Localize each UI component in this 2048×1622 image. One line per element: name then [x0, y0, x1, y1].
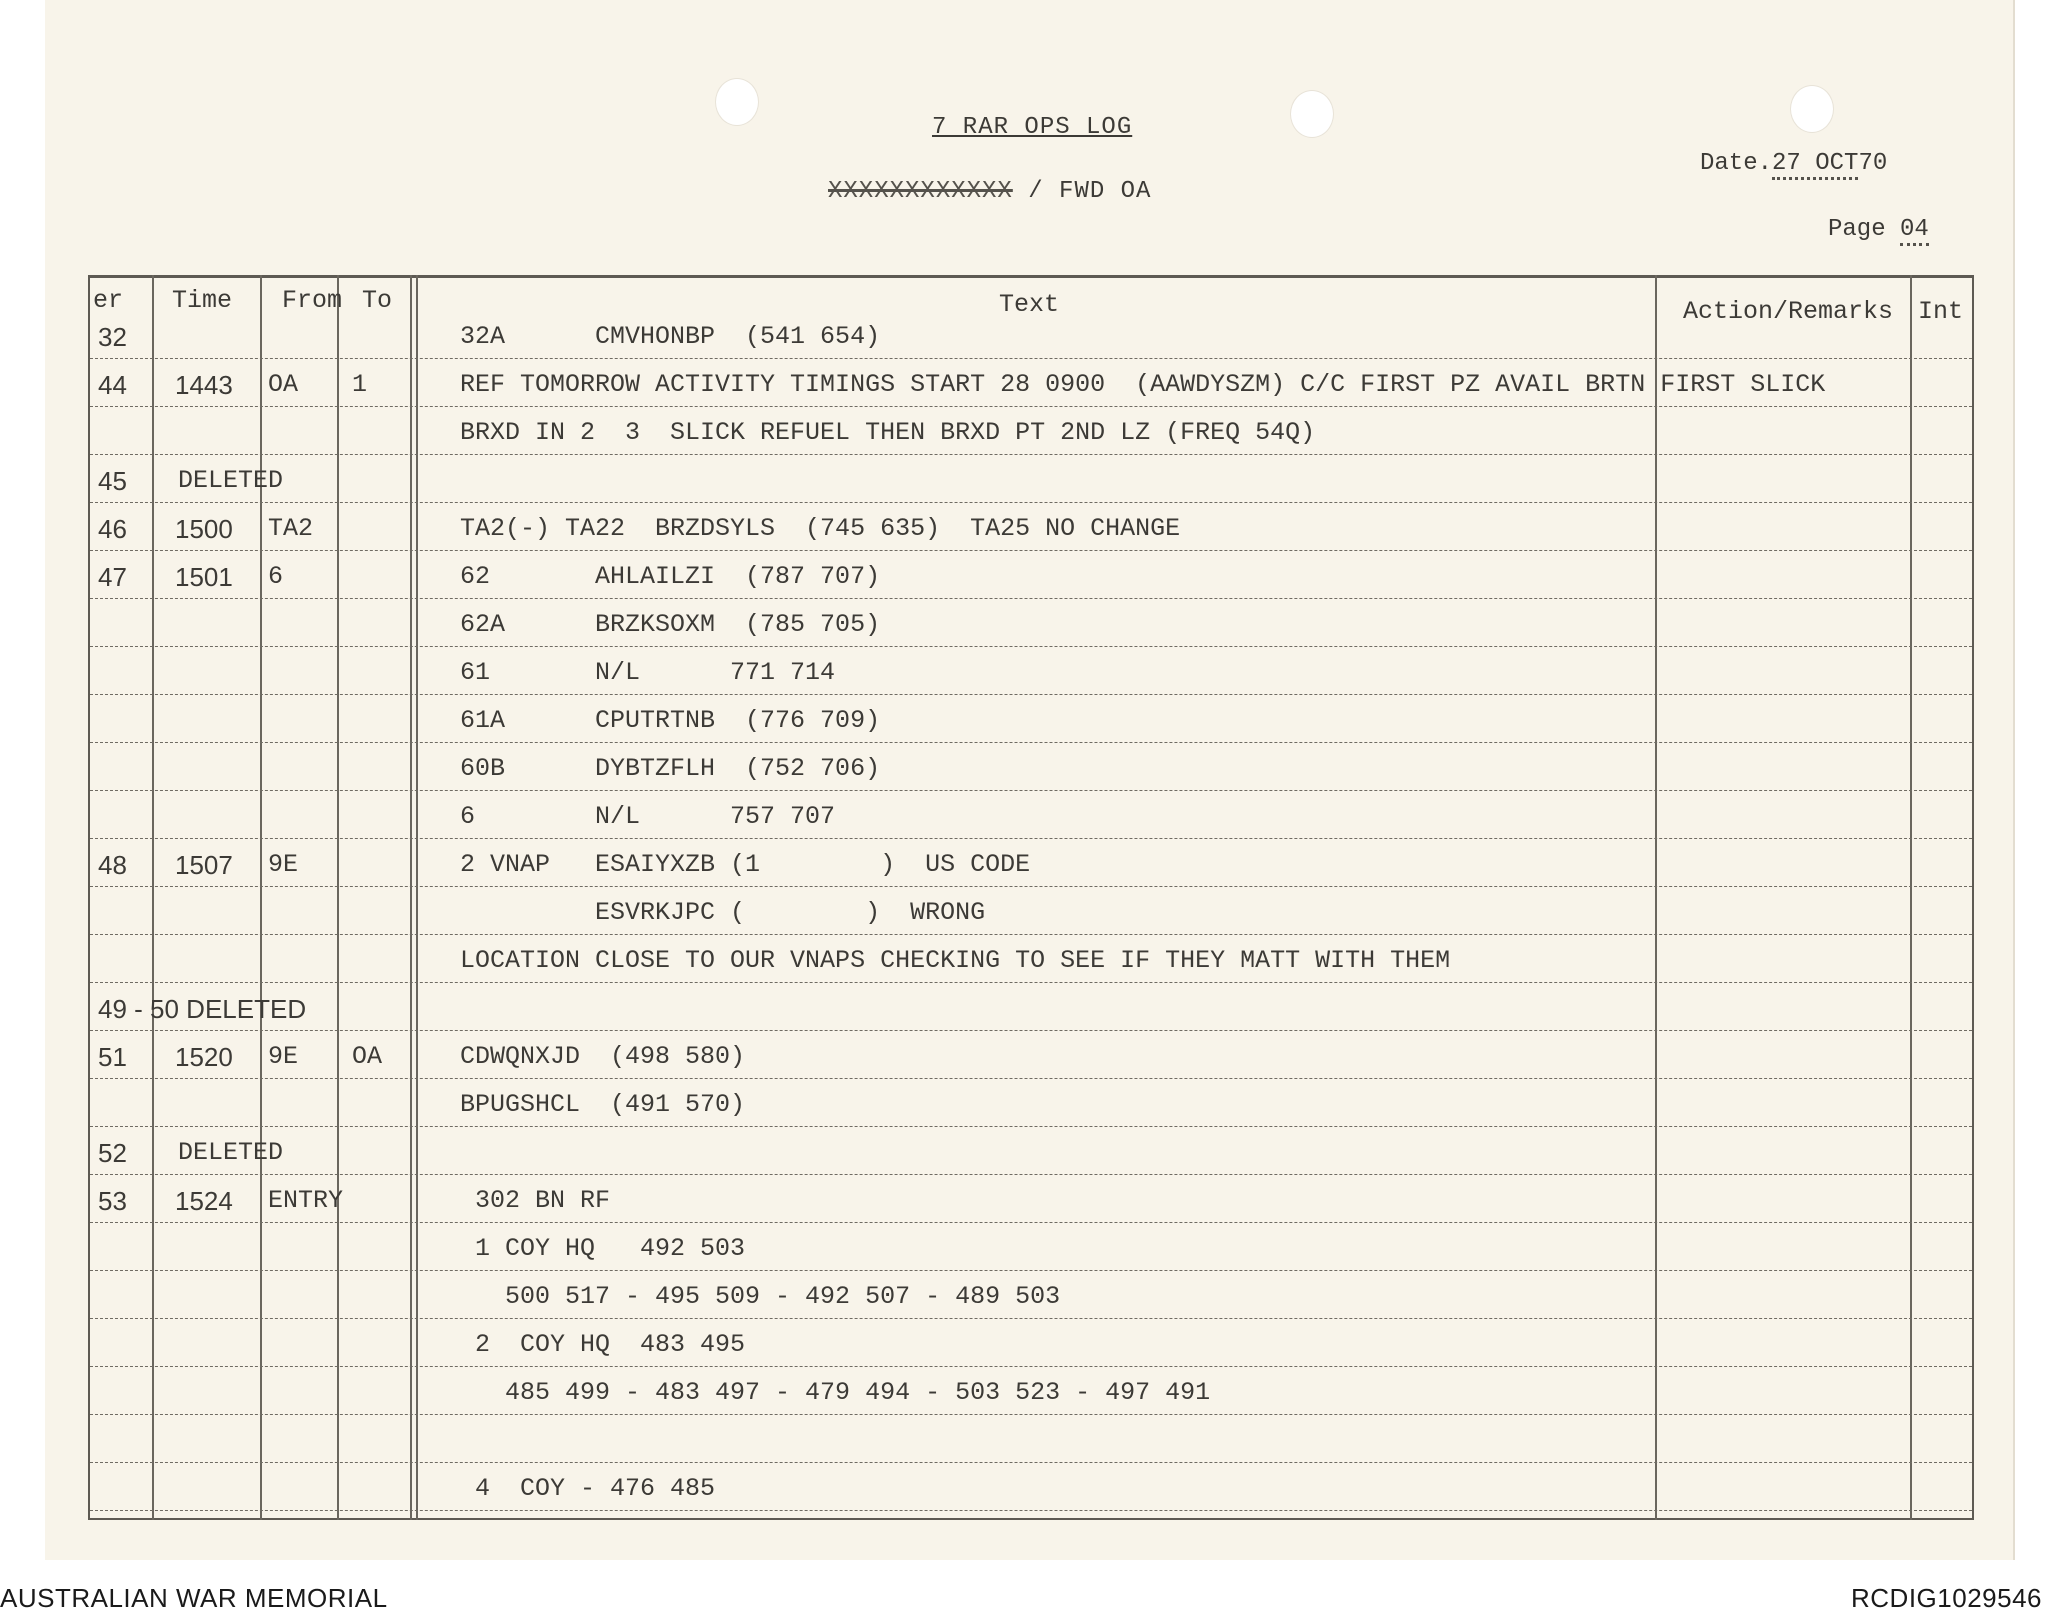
cell-text: CDWQNXJD (498 580)	[460, 1042, 746, 1071]
row-rule	[90, 934, 1972, 935]
cell-time: 1524	[175, 1186, 233, 1216]
header-int: Int	[1918, 297, 1964, 326]
cell-from: 6	[268, 562, 284, 591]
cell-time: 1520	[175, 1042, 233, 1072]
date-value: 27 OCT	[1772, 150, 1858, 180]
column-divider	[416, 275, 418, 1520]
column-divider	[152, 275, 154, 1520]
cell-text: ESVRKJPC ( ) WRONG	[460, 898, 986, 927]
header-action-remarks: Action/Remarks	[1683, 297, 1894, 326]
row-rule	[90, 1414, 1972, 1415]
header-from: From	[282, 286, 343, 315]
row-rule	[90, 598, 1972, 599]
cell-serial: 45	[98, 466, 127, 496]
cell-text: 4 COY - 476 485	[460, 1474, 716, 1503]
row-rule	[90, 550, 1972, 551]
footer-institution: AUSTRALIAN WAR MEMORIAL	[0, 1583, 388, 1613]
row-rule	[90, 1174, 1972, 1175]
cell-from: TA2	[268, 514, 314, 543]
cell-time: DELETED	[178, 1138, 284, 1167]
document-title: 7 RAR OPS LOG	[932, 114, 1133, 141]
row-rule	[90, 1462, 1972, 1463]
date-field	[1700, 150, 1887, 180]
cell-text: LOCATION CLOSE TO OUR VNAPS CHECKING TO SEE IF THEY MATT WITH THEM	[460, 946, 1451, 975]
cell-to: 1	[352, 370, 368, 399]
cell-time: 1500	[175, 514, 233, 544]
cell-text: 61 N/L 771 714	[460, 658, 836, 687]
cell-from: 9E	[268, 850, 299, 879]
cell-text: 2 VNAP ESAIYXZB (1 ) US CODE	[460, 850, 1031, 879]
page-field	[1828, 216, 1929, 246]
cell-text: BRXD IN 2 3 SLICK REFUEL THEN BRXD PT 2ND LZ (FREQ 54Q)	[460, 418, 1316, 447]
row-rule	[90, 1366, 1972, 1367]
page-label: Page	[1828, 216, 1886, 243]
row-rule	[90, 1222, 1972, 1223]
cell-serial: 46	[98, 514, 127, 544]
cell-serial: 32	[98, 322, 127, 352]
row-rule	[90, 1270, 1972, 1271]
row-rule	[90, 982, 1972, 983]
cell-text: BPUGSHCL (491 570)	[460, 1090, 746, 1119]
cell-time: DELETED	[178, 466, 284, 495]
row-rule	[90, 838, 1972, 839]
cell-text: 2 COY HQ 483 495	[460, 1330, 746, 1359]
cell-text: 485 499 - 483 497 - 479 494 - 503 523 - 497 491	[460, 1378, 1211, 1407]
row-rule	[90, 1318, 1972, 1319]
cell-from: 9E	[268, 1042, 299, 1071]
row-rule	[90, 1126, 1972, 1127]
cell-text: 61A CPUTRTNB (776 709)	[460, 706, 881, 735]
cell-to: OA	[352, 1042, 383, 1071]
cell-text: 32A CMVHONBP (541 654)	[460, 322, 881, 351]
cell-from: OA	[268, 370, 299, 399]
row-rule	[90, 694, 1972, 695]
date-label: Date.	[1700, 150, 1773, 177]
header-serial: er	[93, 286, 124, 315]
date-year: 70	[1858, 150, 1888, 177]
page-number: 04	[1900, 216, 1929, 246]
cell-text: 1 COY HQ 492 503	[460, 1234, 746, 1263]
row-rule	[90, 886, 1972, 887]
cell-text: 60B DYBTZFLH (752 706)	[460, 754, 881, 783]
cell-text: 302 BN RF	[460, 1186, 611, 1215]
row-rule	[90, 454, 1972, 455]
header-to: To	[362, 286, 393, 315]
cell-serial: 51	[98, 1042, 127, 1072]
column-divider	[260, 275, 262, 1520]
cell-serial: 47	[98, 562, 127, 592]
row-rule	[90, 646, 1972, 647]
cell-serial: 48	[98, 850, 127, 880]
row-rule	[90, 1078, 1972, 1079]
cell-text: 62A BRZKSOXM (785 705)	[460, 610, 881, 639]
row-rule	[90, 358, 1972, 359]
column-divider	[1655, 275, 1657, 1520]
column-divider	[337, 275, 339, 1520]
log-table	[88, 275, 1974, 1520]
row-rule	[90, 406, 1972, 407]
row-rule	[90, 1030, 1972, 1031]
row-rule	[90, 790, 1972, 791]
cell-from: ENTRY	[268, 1186, 344, 1215]
row-rule	[90, 1510, 1972, 1511]
punch-hole	[715, 78, 759, 126]
document-subtitle	[828, 178, 1151, 205]
cell-text: REF TOMORROW ACTIVITY TIMINGS START 28 0900 (AAWDYSZM) C/C FIRST PZ AVAIL BRTN FIRST SLICK	[460, 370, 1826, 399]
column-divider	[1910, 275, 1912, 1520]
cell-time: 1443	[175, 370, 233, 400]
cell-serial: 44	[98, 370, 127, 400]
struck-out-text: XXXXXXXXXXXX	[828, 178, 1013, 205]
cell-time: 1501	[175, 562, 233, 592]
cell-time: 1507	[175, 850, 233, 880]
cell-text: 500 517 - 495 509 - 492 507 - 489 503	[460, 1282, 1061, 1311]
punch-hole	[1790, 85, 1834, 133]
cell-text: 62 AHLAILZI (787 707)	[460, 562, 881, 591]
cell-serial: 49 - 50 DELETED	[98, 994, 307, 1024]
header-text: Text	[999, 290, 1060, 319]
subtitle-suffix: / FWD OA	[1012, 178, 1152, 205]
cell-serial: 53	[98, 1186, 127, 1216]
footer-record-id: RCDIG1029546	[1851, 1583, 2042, 1613]
cell-text: 6 N/L 757 707	[460, 802, 836, 831]
cell-text: TA2(-) TA22 BRZDSYLS (745 635) TA25 NO CHANGE	[460, 514, 1181, 543]
column-divider	[410, 275, 412, 1520]
punch-hole	[1290, 90, 1334, 138]
header-time: Time	[172, 286, 233, 315]
row-rule	[90, 502, 1972, 503]
row-rule	[90, 742, 1972, 743]
cell-serial: 52	[98, 1138, 127, 1168]
